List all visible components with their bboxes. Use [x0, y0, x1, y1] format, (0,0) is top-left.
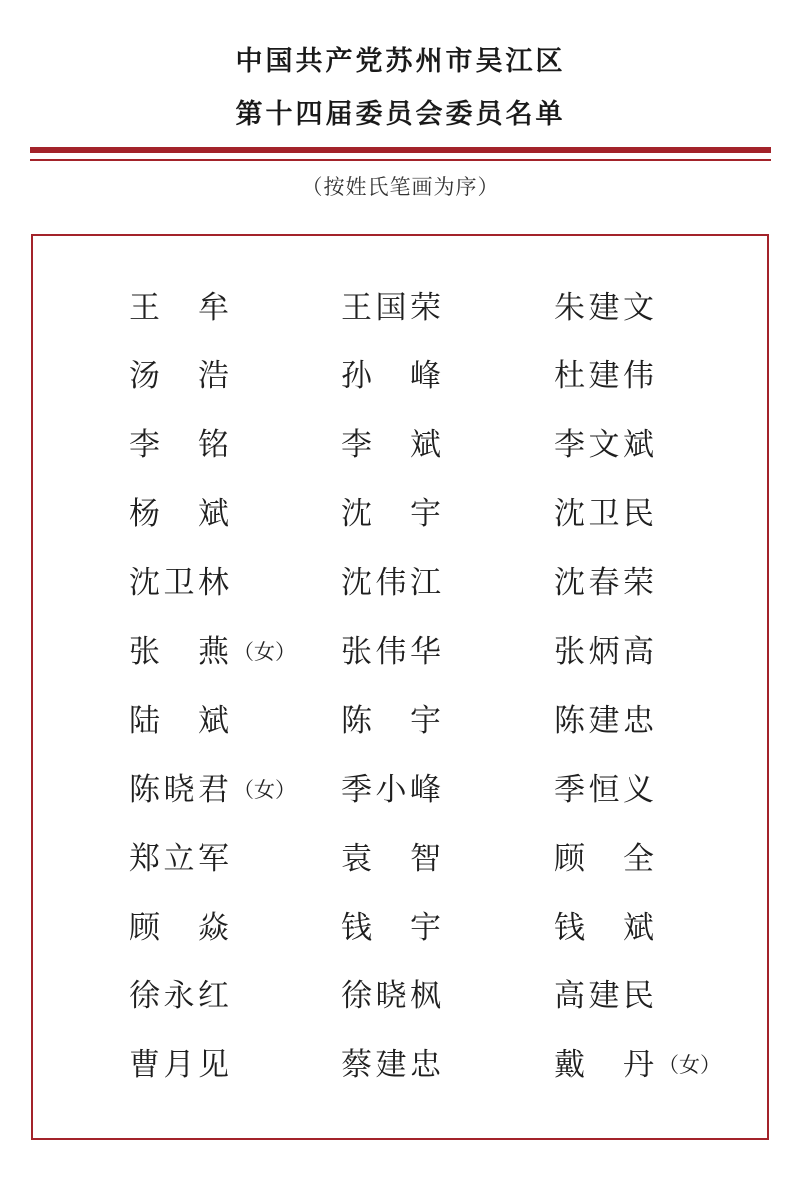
member-entry — [341, 626, 445, 676]
member-name: 戴丹 — [554, 1047, 654, 1084]
member-name: 王国荣 — [341, 289, 441, 326]
member-entry — [129, 626, 296, 676]
member-entry — [129, 971, 233, 1021]
member-entry — [554, 902, 658, 952]
member-entry — [554, 695, 658, 745]
member-row — [129, 902, 749, 971]
member-entry — [341, 764, 445, 814]
page-title-line-1: 中国共产党苏州市吴江区 — [235, 46, 566, 77]
member-name: 季小峰 — [341, 771, 441, 808]
member-entry — [554, 764, 658, 814]
member-name: 袁智 — [341, 840, 441, 877]
member-entry — [129, 489, 233, 539]
member-entry — [554, 489, 658, 539]
member-list — [129, 282, 749, 1109]
member-gender-note: （女） — [233, 639, 296, 664]
member-entry — [554, 351, 658, 401]
member-entry — [341, 489, 445, 539]
member-entry — [554, 626, 658, 676]
member-row — [129, 558, 749, 627]
member-name: 郑立军 — [129, 840, 229, 877]
member-row — [129, 282, 749, 351]
member-name: 钱斌 — [554, 909, 654, 946]
member-name: 陈宇 — [341, 702, 441, 739]
member-name: 徐永红 — [129, 978, 229, 1015]
sort-order-note: （按姓氏笔画为序） — [301, 175, 500, 199]
member-name: 蔡建忠 — [341, 1047, 441, 1084]
member-entry — [129, 833, 233, 883]
member-name: 孙峰 — [341, 358, 441, 395]
member-entry — [554, 558, 658, 608]
member-entry — [129, 558, 233, 608]
member-row — [129, 1040, 749, 1109]
member-name: 沈伟江 — [341, 565, 441, 602]
member-name: 杜建伟 — [554, 358, 654, 395]
member-entry — [129, 351, 233, 401]
member-name: 季恒义 — [554, 771, 654, 808]
member-entry — [554, 1040, 721, 1090]
member-entry — [341, 833, 445, 883]
member-row — [129, 764, 749, 833]
member-entry — [554, 833, 658, 883]
member-entry — [554, 282, 658, 332]
member-name: 沈春荣 — [554, 565, 654, 602]
member-entry — [554, 420, 658, 470]
member-row — [129, 833, 749, 902]
member-name: 沈卫林 — [129, 565, 229, 602]
member-name: 沈卫民 — [554, 496, 654, 533]
member-entry — [341, 902, 445, 952]
member-gender-note: （女） — [658, 1053, 721, 1078]
member-row — [129, 971, 749, 1040]
member-name: 陈晓君 — [129, 771, 229, 808]
member-entry — [129, 1040, 233, 1090]
member-name: 李文斌 — [554, 427, 654, 464]
member-name: 王牟 — [129, 289, 229, 326]
member-name: 钱宇 — [341, 909, 441, 946]
member-entry — [341, 1040, 445, 1090]
member-entry — [129, 420, 233, 470]
member-name: 杨斌 — [129, 496, 229, 533]
member-name: 李斌 — [341, 427, 441, 464]
member-entry — [554, 971, 658, 1021]
member-name: 张炳高 — [554, 633, 654, 670]
member-row — [129, 626, 749, 695]
divider-thick — [30, 147, 771, 153]
member-entry — [341, 695, 445, 745]
member-gender-note: （女） — [233, 777, 296, 802]
member-entry — [341, 558, 445, 608]
member-name: 李铭 — [129, 427, 229, 464]
member-entry — [341, 351, 445, 401]
member-row — [129, 695, 749, 764]
member-name: 张伟华 — [341, 633, 441, 670]
member-entry — [129, 902, 233, 952]
member-name: 陆斌 — [129, 702, 229, 739]
divider-thin — [30, 159, 771, 161]
member-name: 高建民 — [554, 978, 654, 1015]
member-entry — [129, 764, 296, 814]
member-name: 汤浩 — [129, 358, 229, 395]
member-name: 顾全 — [554, 840, 654, 877]
member-entry — [129, 282, 233, 332]
member-name: 陈建忠 — [554, 702, 654, 739]
member-name: 朱建文 — [554, 289, 654, 326]
member-row — [129, 489, 749, 558]
member-entry — [129, 695, 233, 745]
member-name: 张燕 — [129, 633, 229, 670]
member-entry — [341, 282, 445, 332]
member-name: 徐晓枫 — [341, 978, 441, 1015]
member-name: 顾焱 — [129, 909, 229, 946]
page-title-line-2: 第十四届委员会委员名单 — [235, 99, 566, 130]
member-row — [129, 420, 749, 489]
member-name: 曹月见 — [129, 1047, 229, 1084]
member-row — [129, 351, 749, 420]
member-name: 沈宇 — [341, 496, 441, 533]
member-entry — [341, 971, 445, 1021]
member-entry — [341, 420, 445, 470]
